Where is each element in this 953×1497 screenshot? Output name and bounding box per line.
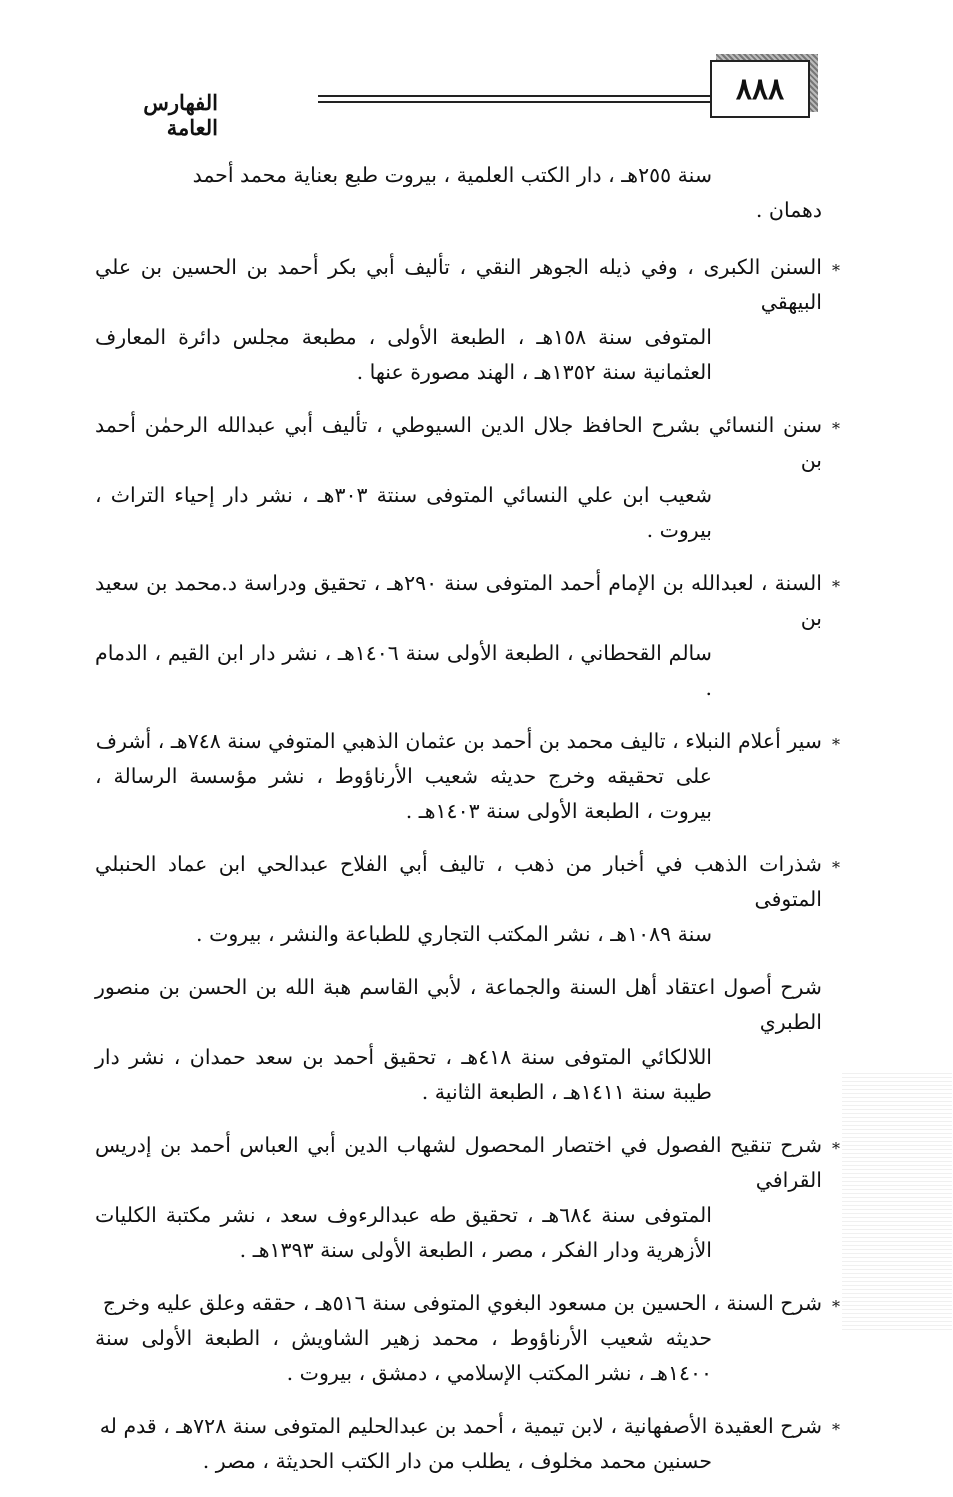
running-header-title: الفهارس العامة: [143, 90, 218, 140]
entry-continuation: سالم القحطاني ، الطبعة الأولى سنة ١٤٠٦هـ ، نشر دار ابن القيم ، الدمام .: [95, 641, 712, 700]
bullet-marker: *: [832, 261, 840, 280]
entry-first-line: سنن النسائي بشرح الحافظ جلال الدين السيوطي ، تأليف أبي عبدالله الرحمٰن أحمد بن: [95, 413, 822, 472]
entry-first-line: السنن الكبرى ، وفي ذيله الجوهر النقي ، تأليف أبي بكر أحمد بن الحسين بن علي البيهقي: [95, 255, 822, 314]
page-number-box: [710, 60, 810, 118]
header-rule-top: [318, 95, 710, 97]
entry-first-line: شرح العقيدة الأصفهانية ، لابن تيمية ، أحمد بن عبدالحليم المتوفى سنة ٧٢٨هـ ، قدم له: [99, 1414, 822, 1438]
entry-first-line: السنة ، لعبدالله بن الإمام أحمد المتوفى سنة ٢٩٠هـ ، تحقيق ودراسة د.محمد بن سعيد بن: [95, 571, 822, 630]
continuation-entry: [95, 158, 822, 228]
page-number: ٨٨٨: [735, 71, 785, 107]
list-item: [95, 1286, 840, 1391]
bullet-marker: *: [832, 735, 840, 754]
entry-continuation: حسنين محمد مخلوف ، يطلب من دار الكتب الحديثة ، مصر .: [202, 1449, 712, 1473]
entry-continuation: شعيب ابن علي النسائي المتوفى سنتة ٣٠٣هـ ، نشر دار إحياء التراث ، بيروت .: [95, 483, 712, 542]
entry-continuation: على تحقيقه وخرج حديثه شعيب الأرناؤوط ، نشر مؤسسة الرسالة ، بيروت ، الطبعة الأولى سنة ١٤٠٣هـ .: [95, 764, 712, 823]
entry-continuation: المتوفى سنة ٦٨٤هـ ، تحقيق طه عبدالرءوف سعد ، نشر مكتبة الكليات الأزهرية ودار الفكر ، مصر ، الطبعة الأولى سنة ١٣٩٣هـ .: [95, 1203, 712, 1262]
bullet-marker: *: [832, 1420, 840, 1439]
list-item: [95, 566, 840, 706]
continuation-line-1: سنة ٢٥٥هـ ، دار الكتب العلمية ، بيروت طبع بعناية محمد أحمد: [192, 163, 712, 187]
list-item: [95, 1409, 840, 1479]
entry-continuation: اللالكائي المتوفى سنة ٤١٨هـ ، تحقيق أحمد بن سعد حمدان ، نشر دار طيبة سنة ١٤١١هـ ، الطبعة الثانية .: [95, 1045, 713, 1104]
bullet-marker: *: [832, 1297, 840, 1316]
bullet-marker: *: [832, 858, 840, 877]
entry-continuation: حديثه شعيب الأرناؤوط ، محمد زهير الشاويش ، الطبعة الأولى سنة ١٤٠٠هـ ، نشر المكتب الإسلامي ، دمشق ، بيروت .: [95, 1326, 712, 1385]
bullet-marker: *: [832, 577, 840, 596]
list-item: [95, 408, 840, 548]
entry-first-line: سير أعلام النبلاء ، تاليف محمد بن أحمد بن عثمان الذهبي المتوفي سنة ٧٤٨هـ ، أشرف: [95, 729, 822, 753]
header-rule-bottom: [318, 101, 710, 103]
entry-first-line: شرح السنة ، الحسين بن مسعود البغوي المتوفى سنة ٥١٦هـ ، حققه وعلق عليه وخرج: [102, 1291, 822, 1315]
entry-continuation: سنة ١٠٨٩هـ ، نشر المكتب التجاري للطباعة والنشر ، بيروت .: [196, 922, 712, 946]
list-item: [95, 724, 840, 829]
bullet-marker: *: [832, 419, 840, 438]
list-item: [95, 250, 840, 390]
entry-first-line: شذرات الذهب في أخبار من ذهب ، تاليف أبي الفلاح عبدالحي ابن عماد الحنبلي المتوفى: [95, 852, 822, 911]
scan-noise: [842, 1070, 952, 1330]
list-item: [95, 1128, 840, 1268]
list-item: [95, 847, 840, 952]
continuation-line-2: دهمان .: [755, 198, 822, 222]
entry-first-line: شرح تنقيح الفصول في اختصار المحصول لشهاب الدين أبي العباس أحمد بن إدريس القرافي: [95, 1133, 822, 1192]
index-body: [95, 158, 840, 1497]
bullet-marker: *: [832, 1139, 840, 1158]
list-item: [95, 970, 822, 1110]
entry-continuation: المتوفى سنة ١٥٨هـ ، الطبعة الأولى ، مطبعة مجلس دائرة المعارف العثمانية سنة ١٣٥٢هـ ، الهند مصورة عنها .: [95, 325, 712, 384]
entry-first-line: شرح أصول اعتقاد أهل السنة والجماعة ، لأبي القاسم هبة الله بن الحسن بن منصور الطبري: [95, 975, 822, 1034]
